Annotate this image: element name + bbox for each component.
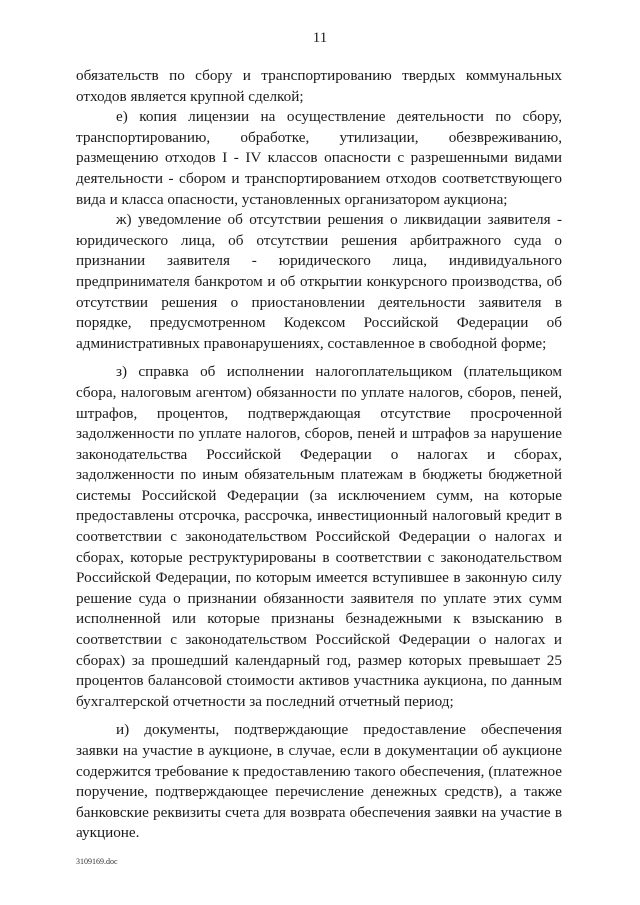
page-number: 11 [312,30,328,46]
paragraph-item-zh: ж) уведомление об отсутствии решения о ликвидации заявителя - юридического лица, об отсутствии решения арбитражного суда о признании заявителя - юридического лица, индивидуального предпринимателя банкротом и об открытии конкурсного производства, об отсутствии решения о приостановлении деятельности заявителя в порядке, предусмотренном Кодексом Российской Федерации об административных правонарушениях, составленное в свободной форме; [76,211,562,352]
paragraph-item-i: и) документы, подтверждающие предоставление обеспечения заявки на участие в аукционе, в случае, если в документации об аукционе содержится требование к предоставлению такого обеспечения, (платежное поручение, подтверждающее перечисление денежных средств), а также банковские реквизиты счета для возврата обеспечения заявки на участие в аукционе. [76,721,562,842]
paragraph-continuation: обязательств по сбору и транспортированию твердых коммунальных отходов является крупной сделкой; [76,67,562,105]
footer-filename: 3109169.doc [76,857,118,866]
document-body [76,66,562,844]
paragraph-item-e: е) копия лицензии на осуществление деятельности по сбору, транспортированию, обработке, утилизации, обезвреживанию, размещению отходов I - IV классов опасности с разрешенными видами деятельности - сбором и транспортированием отходов соответствующего вида и класса опасности, установленных организатором аукциона; [76,108,562,208]
paragraph-item-z: з) справка об исполнении налогоплательщиком (плательщиком сбора, налоговым агентом) обязанности по уплате налогов, сборов, пеней, штрафов, процентов, подтверждающая отсутствие просроченной задолженности по уплате налогов, сборов, пеней и штрафов за нарушение законодательства Российской Федерации о налогах и сборах, задолженности по иным обязательным платежам в бюджеты бюджетной системы Российской Федерации (за исключением сумм, на которые предоставлены отсрочка, рассрочка, инвестиционный налоговый кредит в соответствии с законодательством Российской Федерации о налогах и сборах, которые реструктурированы в соответствии с законодательством Российской Федерации, по которым имеется вступившее в законную силу решение суда о признании обязанности заявителя по уплате этих сумм исполненной или которые признаны безнадежными к взысканию в соответствии с законодательством Российской Федерации о налогах и сборах) за прошедший календарный год, размер которых превышает 25 процентов балансовой стоимости активов участника аукциона, по данным бухгалтерской отчетности за последний отчетный период; [76,363,562,710]
